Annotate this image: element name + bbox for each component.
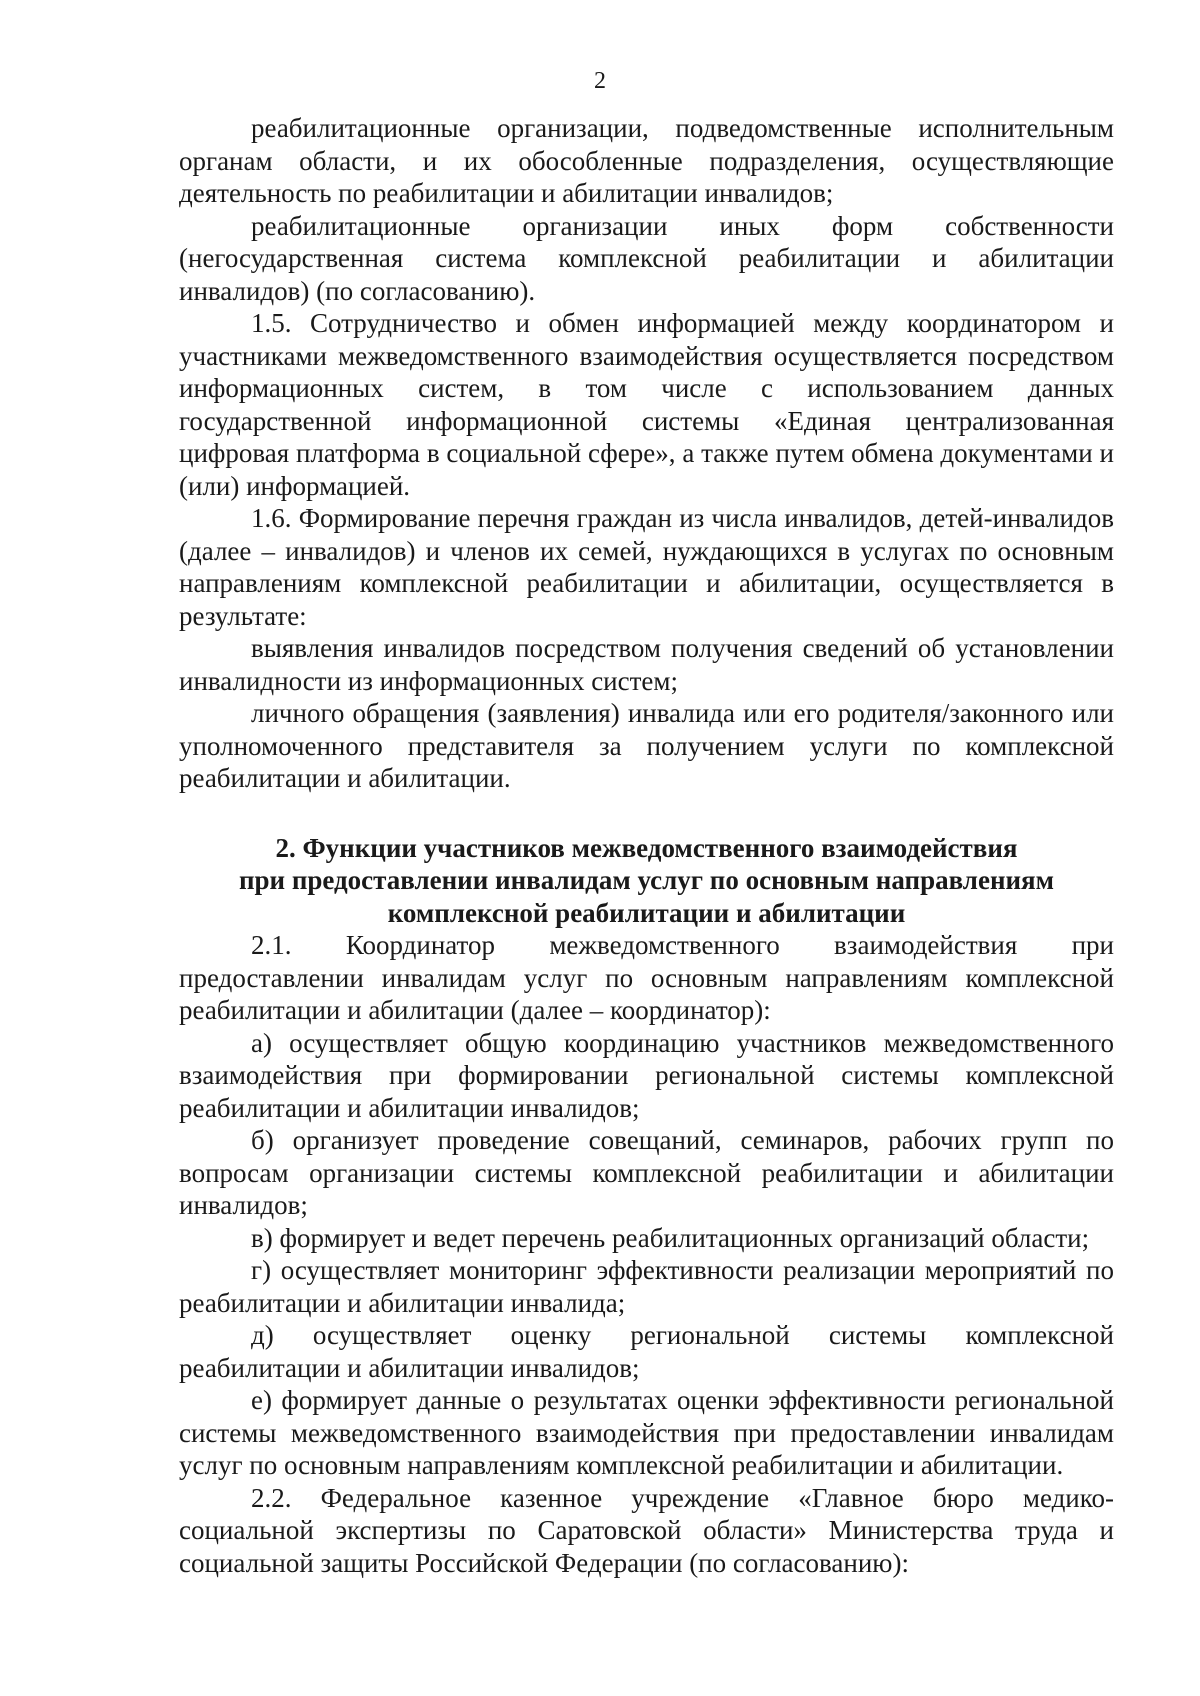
- paragraph-2-1-coordinator: 2.1. Координатор межведомственного взаимодействия при предоставлении инвалидам услуг по основным направлениям комплексной реабилитации и абилитации (далее – координатор):: [179, 930, 1114, 1025]
- list-item-g: г) осуществляет мониторинг эффективности реализации мероприятий по реабилитации и абилитации инвалида;: [179, 1255, 1114, 1318]
- list-item-a: а) осуществляет общую координацию участников межведомственного взаимодействия при формировании региональной системы комплексной реабилитации и абилитации инвалидов;: [179, 1027, 1114, 1123]
- paragraph-rehab-orgs-subordinate: реабилитационные организации, подведомственные исполнительным органам области, и их обособленные подразделения, осуществляющие деятельность по реабилитации и абилитации инвалидов;: [179, 113, 1114, 208]
- section-heading-line-1: 2. Функции участников межведомственного взаимодействия: [275, 832, 1018, 863]
- section-2-heading: [179, 832, 1114, 930]
- paragraph-1-6-list-formation: 1.6. Формирование перечня граждан из числа инвалидов, детей-инвалидов (далее – инвалидов) и членов их семей, нуждающихся в услугах по основным направлениям комплексной реабилитации и абилитации, осуществляется в результате:: [179, 503, 1114, 631]
- page-number: 2: [594, 68, 606, 94]
- list-item-e: е) формирует данные о результатах оценки эффективности региональной системы межведомственного взаимодействия при предоставлении инвалидам услуг по основным направлениям комплексной реабилитации и абилитации.: [179, 1385, 1114, 1480]
- paragraph-rehab-orgs-other-ownership: реабилитационные организации иных форм собственности (негосударственная система комплексной реабилитации и абилитации инвалидов) (по согласованию).: [179, 210, 1114, 306]
- paragraph-2-2-expertise-bureau: 2.2. Федеральное казенное учреждение «Главное бюро медико-социальной экспертизы по Саратовской области» Министерства труда и социальной защиты Российской Федерации (по согласованию):: [179, 1482, 1114, 1578]
- section-heading-line-2: при предоставлении инвалидам услуг по основным направлениям: [238, 865, 1055, 895]
- paragraph-1-5-cooperation: 1.5. Сотрудничество и обмен информацией между координатором и участниками межведомственного взаимодействия осуществляется посредством информационных систем, в том числе с использованием данных государственной информационной системы «Единая централизованная цифровая платформа в социальной сфере», а также путем обмена документами и (или) информацией.: [179, 308, 1114, 501]
- section-heading-line-3: комплексной реабилитации и абилитации: [387, 897, 906, 928]
- paragraph-identification: выявления инвалидов посредством получения сведений об установлении инвалидности из информационных систем;: [179, 633, 1114, 696]
- list-item-v: в) формирует и ведет перечень реабилитационных организаций области;: [251, 1222, 1090, 1253]
- list-item-d: д) осуществляет оценку региональной системы комплексной реабилитации и абилитации инвалидов;: [179, 1320, 1114, 1383]
- document-body: [179, 112, 1114, 1579]
- paragraph-personal-application: личного обращения (заявления) инвалида или его родителя/законного или уполномоченного представителя за получением услуги по комплексной реабилитации и абилитации.: [179, 698, 1114, 793]
- list-item-b: б) организует проведение совещаний, семинаров, рабочих групп по вопросам организации системы комплексной реабилитации и абилитации инвалидов;: [179, 1125, 1114, 1220]
